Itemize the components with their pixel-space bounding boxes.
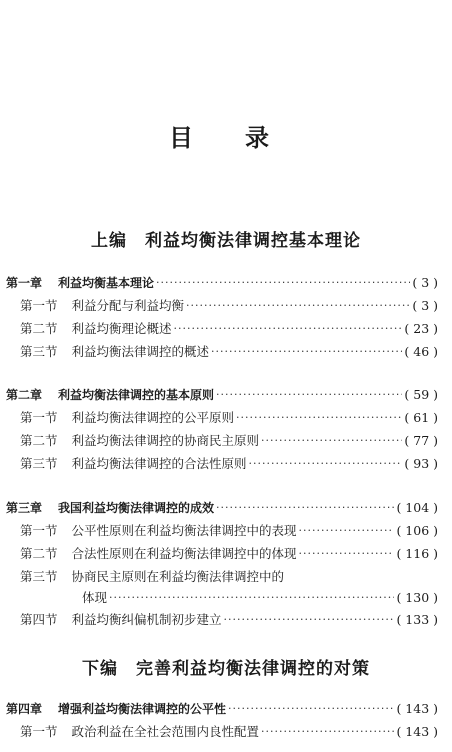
section-title: 利益均衡法律调控的合法性原则 (71, 456, 247, 471)
section-entry[interactable] (20, 543, 438, 563)
part-title-2: 下编 完善利益均衡法律调控的对策 (82, 659, 370, 679)
section-title: 合法性原则在利益均衡法律调控中的体现 (71, 546, 297, 561)
page-number: ( 116 ) (396, 545, 438, 561)
section-entry-continuation[interactable] (82, 587, 438, 607)
page-number: ( 130 ) (396, 589, 438, 605)
dot-leader (186, 299, 410, 312)
chapter-label: 第四章 (6, 701, 43, 716)
dot-leader (216, 501, 394, 514)
chapter-entry-1[interactable] (6, 272, 438, 292)
page-number: ( 3 ) (412, 274, 438, 290)
section-title: 利益均衡法律调控的概述 (71, 344, 210, 359)
dot-leader (109, 591, 394, 604)
chapter-label: 第一章 (6, 275, 43, 290)
section-title: 政治利益在全社会范围内良性配置 (71, 724, 260, 739)
section-label: 第三节 (20, 344, 58, 359)
chapter-entry-4[interactable] (6, 698, 438, 718)
part-title-1: 上编 利益均衡法律调控基本理论 (91, 231, 361, 251)
dot-leader (249, 457, 403, 470)
page-number: ( 59 ) (404, 386, 438, 402)
section-entry[interactable] (20, 721, 438, 741)
section-title: 利益均衡法律调控的公平原则 (71, 410, 235, 425)
chapter-title: 利益均衡法律调控的基本原则 (58, 387, 215, 402)
section-entry[interactable] (20, 341, 438, 361)
page-number: ( 143 ) (396, 723, 438, 739)
section-title-continuation: 体现 (82, 590, 108, 605)
section-entry[interactable] (20, 430, 438, 450)
section-label: 第三节 (20, 456, 58, 471)
section-title: 利益均衡纠偏机制初步建立 (71, 612, 222, 627)
section-label: 第三节 (20, 569, 58, 584)
page-number: ( 104 ) (396, 499, 438, 515)
chapter-entry-3[interactable] (6, 497, 438, 517)
section-entry[interactable] (20, 609, 438, 629)
dot-leader (236, 411, 402, 424)
section-title: 协商民主原则在利益均衡法律调控中的 (71, 569, 285, 584)
section-entry[interactable] (20, 407, 438, 427)
page-number: ( 106 ) (396, 522, 438, 538)
section-entry[interactable] (20, 318, 438, 338)
dot-leader (261, 434, 402, 447)
chapter-label: 第三章 (6, 500, 43, 515)
page-number: ( 46 ) (404, 343, 438, 359)
dot-leader (224, 613, 395, 626)
dot-leader (216, 388, 402, 401)
dot-leader (156, 276, 410, 289)
section-label: 第二节 (20, 433, 58, 448)
section-entry[interactable] (20, 295, 438, 315)
chapter-label: 第二章 (6, 387, 43, 402)
page-number: ( 3 ) (412, 297, 438, 313)
dot-leader (211, 345, 402, 358)
page-number: ( 143 ) (396, 700, 438, 716)
section-entry[interactable] (20, 566, 438, 586)
chapter-title: 我国利益均衡法律调控的成效 (58, 500, 215, 515)
chapter-entry-2[interactable] (6, 384, 438, 404)
section-label: 第一节 (20, 724, 58, 739)
section-title: 公平性原则在利益均衡法律调控中的表现 (71, 523, 297, 538)
page-number: ( 61 ) (404, 409, 438, 425)
chapter-title: 增强利益均衡法律调控的公平性 (58, 701, 227, 716)
chapter-title: 利益均衡基本理论 (58, 275, 155, 290)
section-title: 利益均衡法律调控的协商民主原则 (71, 433, 260, 448)
dot-leader (174, 322, 403, 335)
section-entry[interactable] (20, 520, 438, 540)
section-label: 第二节 (20, 321, 58, 336)
page-number: ( 133 ) (396, 611, 438, 627)
section-label: 第一节 (20, 523, 58, 538)
section-label: 第二节 (20, 546, 58, 561)
dot-leader (261, 725, 394, 738)
section-label: 第一节 (20, 298, 58, 313)
section-label: 第一节 (20, 410, 58, 425)
page-number: ( 77 ) (404, 432, 438, 448)
page-title: 目 录 (169, 123, 283, 152)
page-number: ( 23 ) (404, 320, 438, 336)
section-title: 利益分配与利益均衡 (71, 298, 185, 313)
section-entry[interactable] (20, 453, 438, 473)
section-label: 第四节 (20, 612, 58, 627)
dot-leader (299, 524, 395, 537)
dot-leader (299, 547, 395, 560)
page-number: ( 93 ) (404, 455, 438, 471)
section-title: 利益均衡理论概述 (71, 321, 172, 336)
dot-leader (228, 702, 394, 715)
